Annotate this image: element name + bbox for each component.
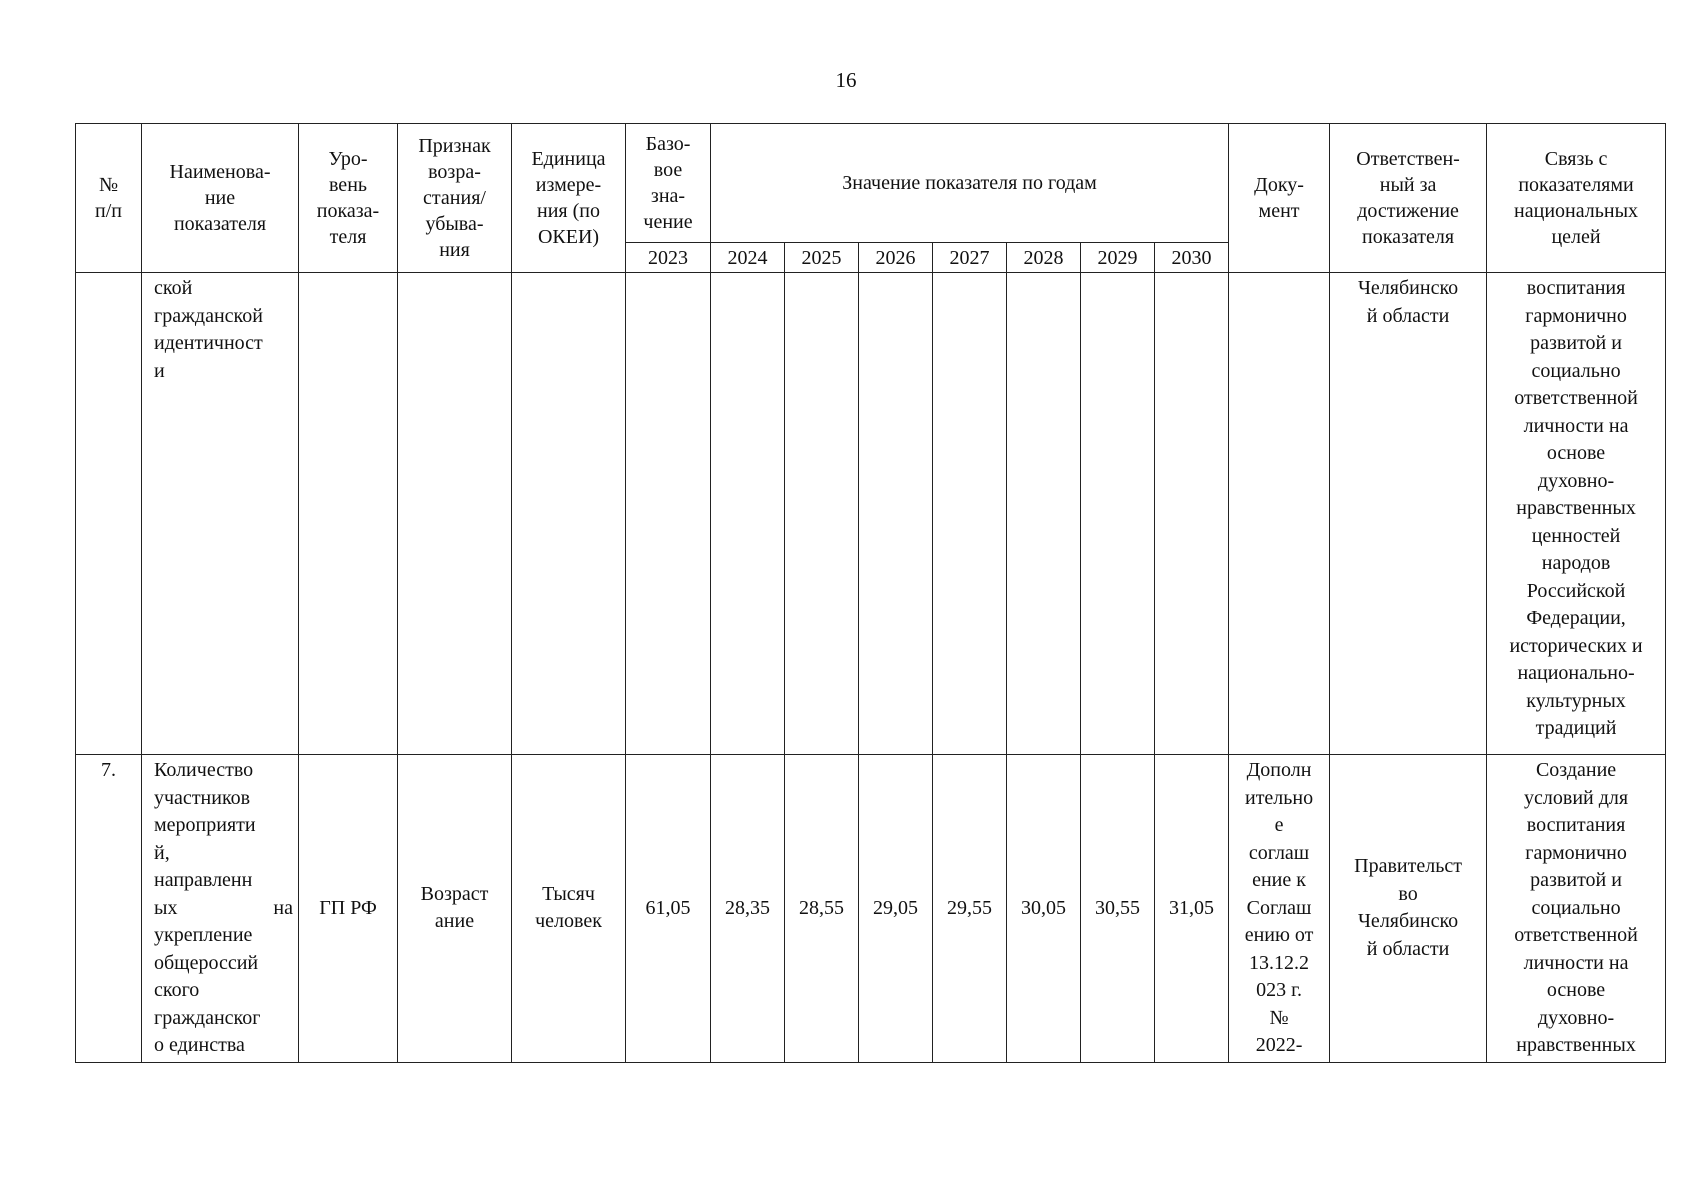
cell-unit: [512, 273, 626, 755]
year-header: 2025: [785, 243, 859, 273]
cell-value: 28,35: [711, 755, 785, 1063]
table-row-continued: [76, 273, 1666, 755]
header-name: Наименова- ние показателя: [142, 124, 299, 273]
header-base: Базо- вое зна- чение: [626, 124, 711, 243]
cell-value: [933, 273, 1007, 755]
cell-value: 31,05: [1155, 755, 1229, 1063]
cell-name: ской гражданской идентичност и: [142, 273, 299, 755]
cell-sign: Возраст ание: [398, 755, 512, 1063]
cell-num: [76, 273, 142, 755]
header-years-group: Значение показателя по годам: [711, 124, 1229, 243]
cell-value: 28,55: [785, 755, 859, 1063]
year-header: 2030: [1155, 243, 1229, 273]
header-unit: Единица измере- ния (по ОКЕИ): [512, 124, 626, 273]
header-level: Уро- вень показа- теля: [299, 124, 398, 273]
cell-document: [1229, 273, 1330, 755]
cell-num: 7.: [76, 755, 142, 1063]
header-link: Связь с показателями национальных целей: [1487, 124, 1666, 273]
cell-value: 30,55: [1081, 755, 1155, 1063]
cell-value: [1155, 273, 1229, 755]
year-header: 2024: [711, 243, 785, 273]
year-header: 2026: [859, 243, 933, 273]
header-row-1: [76, 124, 1666, 243]
cell-value: [859, 273, 933, 755]
cell-value: 30,05: [1007, 755, 1081, 1063]
table-row-7: [76, 755, 1666, 1063]
cell-value: [785, 273, 859, 755]
cell-value: [1081, 273, 1155, 755]
cell-responsible: Челябинско й области: [1330, 273, 1487, 755]
cell-value: 29,55: [933, 755, 1007, 1063]
header-document: Доку- мент: [1229, 124, 1330, 273]
cell-value: 61,05: [626, 755, 711, 1063]
cell-sign: [398, 273, 512, 755]
cell-link: воспитания гармонично развитой и социально ответственной личности на основе духовно- нравственных ценностей народов Российской Федерации, исторических и национально- культурных традиций: [1487, 273, 1666, 755]
cell-document: Дополн ительно е соглаш ение к Соглаш ению от 13.12.2 023 г. № 2022-: [1229, 755, 1330, 1063]
header-num: № п/п: [76, 124, 142, 273]
indicators-table: [75, 123, 1666, 1063]
cell-unit: Тысяч человек: [512, 755, 626, 1063]
cell-value: 29,05: [859, 755, 933, 1063]
year-header: 2027: [933, 243, 1007, 273]
cell-level: ГП РФ: [299, 755, 398, 1063]
cell-level: [299, 273, 398, 755]
cell-value: [1007, 273, 1081, 755]
header-responsible: Ответствен- ный за достижение показателя: [1330, 124, 1487, 273]
header-sign: Признак возра- стания/ убыва- ния: [398, 124, 512, 273]
cell-responsible: Правительст во Челябинско й области: [1330, 755, 1487, 1063]
cell-link: Создание условий для воспитания гармонично развитой и социально ответственной личности на основе духовно- нравственных: [1487, 755, 1666, 1063]
year-header: 2029: [1081, 243, 1155, 273]
cell-value: [711, 273, 785, 755]
year-header: 2028: [1007, 243, 1081, 273]
cell-name: Количество участников мероприяти й, направленн ых на укрепление общероссий ского гражданског о единства: [142, 755, 299, 1063]
year-header: 2023: [626, 243, 711, 273]
page-number: 16: [835, 68, 857, 92]
cell-value: [626, 273, 711, 755]
